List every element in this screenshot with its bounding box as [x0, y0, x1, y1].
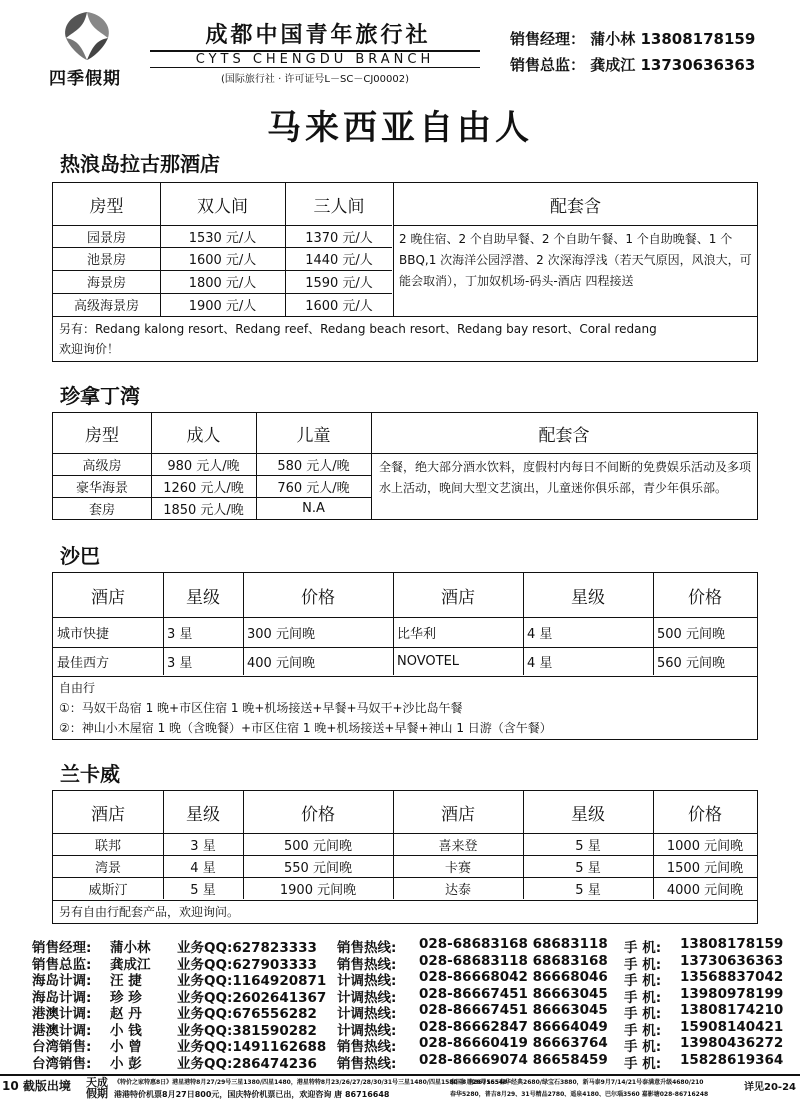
contact-role: 销售总监： — [510, 56, 586, 74]
table-cell: 1440 元/人 — [305, 253, 373, 268]
table-header: 房型 — [89, 196, 124, 217]
org-name-en: CYTS CHENGDU BRANCH — [150, 50, 480, 68]
table-cell: N.A — [302, 500, 325, 516]
staff-qq: 业务QQ:627823333 — [177, 940, 317, 956]
staff-name: 珍 珍 — [110, 989, 142, 1006]
staff-hotline-label: 销售热线: — [337, 1039, 397, 1055]
staff-hotline-label: 计调热线: — [337, 973, 397, 989]
table-cell: 980 元人/晚 — [167, 458, 240, 474]
staff-row — [32, 986, 792, 1004]
contact-manager — [510, 28, 800, 49]
table-cell: 500 元间晚 — [657, 626, 725, 642]
staff-role: 港澳计调: — [32, 1006, 92, 1022]
table-cell: 城市快捷 — [57, 626, 110, 642]
table-cell: 海景房 — [86, 276, 126, 291]
staff-hotline: 028-68683118 68683168 — [419, 952, 608, 969]
staff-mobile: 13730636363 — [680, 952, 784, 969]
langkawi-table — [52, 790, 758, 924]
staff-name: 赵 丹 — [110, 1006, 142, 1022]
table-cell: 1600 元/人 — [188, 253, 257, 268]
table-header: 价格 — [688, 587, 722, 608]
staff-mobile: 13808178159 — [680, 936, 784, 952]
brand-tag: 天成 — [86, 1076, 108, 1089]
staff-mobile-label: 手 机: — [624, 1039, 662, 1055]
table-cell: 5 星 — [575, 838, 601, 854]
contact-name: 龚成江 — [590, 56, 636, 74]
table-header: 房型 — [85, 425, 119, 446]
staff-role: 台湾销售: — [32, 1039, 92, 1055]
package-text: 2 晚住宿、2 个自助早餐、2 个自助午餐、1 个自助晚餐、1 个 BBQ,1 次海洋公园浮潜、2 次深海浮浅（若天气原因，风浪大，可能会取消），丁加奴机场-码头-酒店 四程接送 — [399, 232, 752, 288]
staff-hotline-label: 计调热线: — [337, 1006, 397, 1022]
table-cell: 园景房 — [86, 230, 126, 246]
staff-role: 港澳计调: — [32, 1022, 92, 1039]
table-cell: 1590 元/人 — [305, 276, 373, 291]
staff-row — [32, 953, 792, 971]
table-cell: 300 元间晚 — [247, 626, 315, 642]
sabah-table — [52, 572, 758, 740]
staff-mobile: 15908140421 — [680, 1018, 784, 1035]
staff-row — [32, 969, 792, 987]
table-header: 酒店 — [441, 804, 475, 825]
staff-row — [32, 1052, 792, 1070]
staff-qq: 业务QQ:627903333 — [177, 956, 317, 973]
table-header: 星级 — [571, 587, 605, 608]
logo-text: 四季假期 — [49, 69, 121, 89]
brand-tag: 假期 — [86, 1087, 108, 1100]
staff-qq: 业务QQ:381590282 — [177, 1022, 317, 1039]
table-header: 酒店 — [91, 804, 125, 825]
staff-qq: 业务QQ:1164920871 — [177, 973, 327, 989]
staff-hotline-label: 销售热线: — [337, 956, 397, 973]
contact-director — [510, 54, 800, 75]
table-cell: 豪华海景 — [75, 480, 128, 496]
section-title-pangkor: 珍拿丁湾 — [60, 384, 140, 408]
table-header: 三人间 — [313, 196, 365, 217]
table-header: 星级 — [571, 804, 605, 825]
table-cell: 1500 元间晚 — [666, 860, 744, 876]
staff-hotline-label: 计调热线: — [337, 989, 397, 1006]
page-section-label: 10 截版出境 — [2, 1079, 71, 1093]
table-header: 酒店 — [91, 587, 125, 608]
table-cell: 3 星 — [190, 838, 216, 854]
table-cell: 5 星 — [575, 860, 601, 876]
staff-mobile: 13980436272 — [680, 1035, 784, 1051]
table-header: 儿童 — [296, 425, 331, 446]
table-cell: 550 元间晚 — [284, 860, 352, 876]
staff-role: 销售经理: — [32, 940, 92, 956]
table-cell: 4 星 — [527, 656, 553, 671]
staff-qq: 业务QQ:2602641367 — [177, 989, 327, 1006]
staff-mobile-label: 手 机: — [624, 973, 662, 989]
promo-text: 泰国8月28号555春华经典2680/绿宝石3880，新马泰9月7/14/21号泰满意升级4680/210 — [450, 1079, 704, 1086]
table-cell: 760 元人/晚 — [277, 480, 350, 496]
table-cell: 1600 元/人 — [305, 299, 373, 314]
table-cell: 1800 元/人 — [188, 276, 257, 291]
page-title: 马来西亚自由人 — [267, 108, 533, 148]
table-cell: 5 星 — [575, 883, 601, 898]
note-text: 自由行 — [59, 681, 96, 695]
table-cell: 4 星 — [527, 626, 553, 642]
staff-hotline-label: 销售热线: — [337, 940, 397, 956]
logo-icon — [52, 8, 122, 64]
table-cell: 威斯汀 — [88, 883, 128, 898]
table-cell: 套房 — [88, 502, 115, 518]
staff-list — [0, 936, 800, 1070]
staff-mobile: 13808174210 — [680, 1002, 784, 1018]
table-cell: 4000 元间晚 — [666, 883, 744, 898]
staff-name: 小 彭 — [110, 1055, 142, 1072]
table-cell: 喜来登 — [438, 838, 478, 854]
staff-name: 蒲小林 — [110, 940, 151, 956]
staff-hotline-label: 销售热线: — [337, 1055, 397, 1072]
table-cell: 1260 元人/晚 — [163, 480, 244, 496]
staff-role: 海岛计调: — [32, 973, 92, 989]
contact-role: 销售经理： — [510, 30, 586, 48]
table-header: 成人 — [186, 425, 221, 446]
staff-name: 小 曾 — [110, 1039, 142, 1055]
note-text: 另有自由行配套产品，欢迎询问。 — [59, 905, 240, 919]
contact-phone: 13808178159 — [640, 30, 756, 48]
staff-mobile: 13980978199 — [680, 985, 784, 1002]
staff-mobile-label: 手 机: — [624, 1006, 662, 1022]
staff-qq: 业务QQ:676556282 — [177, 1006, 317, 1022]
contact-phone: 13730636363 — [640, 56, 756, 74]
staff-name: 小 钱 — [110, 1022, 142, 1039]
table-cell: 4 星 — [190, 860, 216, 876]
table-header: 价格 — [301, 804, 335, 825]
note-text: 另有：Redang kalong resort、Redang reef、Redang beach resort、Redang bay resort、Coral redang — [59, 322, 657, 336]
note-text: 欢迎询价！ — [59, 342, 120, 356]
staff-hotline: 028-86667451 86663045 — [419, 985, 608, 1002]
table-cell: 560 元间晚 — [657, 656, 725, 671]
section-title-redang: 热浪岛拉古那酒店 — [60, 152, 220, 176]
staff-hotline: 028-86660419 86663764 — [419, 1035, 608, 1051]
table-cell: 400 元间晚 — [247, 656, 315, 671]
staff-qq: 业务QQ:1491162688 — [177, 1039, 327, 1055]
table-cell: 1530 元/人 — [188, 230, 257, 246]
contact-name: 蒲小林 — [590, 30, 636, 48]
table-header: 配套含 — [538, 425, 590, 446]
table-header: 双人间 — [197, 196, 248, 217]
staff-role: 销售总监: — [32, 956, 92, 973]
staff-hotline: 028-86669074 86658459 — [419, 1051, 608, 1068]
section-title-sabah: 沙巴 — [60, 544, 100, 568]
staff-hotline: 028-86668042 86668046 — [419, 969, 608, 985]
section-title-langkawi: 兰卡威 — [60, 762, 120, 786]
table-header: 配套含 — [550, 196, 601, 217]
table-cell: 580 元人/晚 — [277, 458, 350, 474]
table-cell: NOVOTEL — [397, 654, 460, 669]
table-cell: 高级房 — [82, 458, 122, 474]
table-cell: 高级海景房 — [73, 299, 139, 314]
staff-row — [32, 1002, 792, 1020]
staff-row — [32, 1019, 792, 1037]
table-cell: 1370 元/人 — [305, 230, 373, 246]
staff-role: 台湾销售: — [32, 1055, 92, 1072]
table-cell: 联邦 — [94, 838, 121, 854]
staff-mobile-label: 手 机: — [624, 956, 662, 973]
table-header: 星级 — [186, 804, 220, 825]
table-cell: 池景房 — [86, 253, 126, 268]
promo-text: 港港特价机票8月27日800元，国庆特价机票已出，欢迎咨询 唐 86716648 — [114, 1090, 390, 1099]
table-cell: 5 星 — [190, 883, 216, 898]
see-pages-label: 详见20-24 — [744, 1082, 796, 1093]
pangkor-table — [52, 412, 758, 520]
staff-hotline: 028-86667451 86663045 — [419, 1002, 608, 1018]
staff-hotline: 028-68683168 68683118 — [419, 936, 608, 952]
table-cell: 500 元间晚 — [284, 838, 352, 854]
table-cell: 1900 元间晚 — [279, 883, 357, 898]
staff-qq: 业务QQ:286474236 — [177, 1055, 317, 1072]
table-cell: 湾景 — [94, 860, 121, 876]
table-header: 价格 — [301, 587, 335, 608]
note-text: ②：神山小木屋宿 1 晚（含晚餐）+市区住宿 1 晚+机场接送+早餐+神山 1 日游（含午餐） — [59, 721, 552, 735]
staff-hotline: 028-86662847 86664049 — [419, 1018, 608, 1035]
package-text: 全餐，绝大部分酒水饮料，度假村内每日不间断的免费娱乐活动及多项水上活动，晚间大型文艺演出，儿童迷你俱乐部，青少年俱乐部。 — [379, 460, 752, 495]
table-cell: 达泰 — [444, 883, 471, 898]
license-text: (国际旅行社 · 许可证号L－SC－CJ00002) — [221, 74, 409, 85]
table-cell: 比华利 — [397, 626, 437, 642]
table-header: 星级 — [186, 587, 220, 608]
staff-mobile: 15828619364 — [680, 1051, 784, 1068]
redang-table — [52, 182, 758, 362]
table-cell: 3 星 — [167, 626, 193, 642]
staff-mobile-label: 手 机: — [624, 1055, 662, 1072]
table-cell: 3 星 — [167, 656, 193, 671]
staff-row — [32, 1035, 792, 1053]
table-cell: 最佳西方 — [57, 656, 110, 671]
table-cell: 1900 元/人 — [188, 299, 257, 314]
table-header: 价格 — [688, 804, 722, 825]
table-cell: 1000 元间晚 — [666, 838, 744, 854]
promo-text: 春华5280，普吉8月29、31号精品2780、遥泉4180、巴尔瑙3560 嘉影塘028-86716248 — [450, 1091, 709, 1098]
staff-name: 汪 捷 — [110, 973, 142, 989]
staff-role: 海岛计调: — [32, 989, 92, 1006]
promo-text: 《特价之家特惠8日》港星港特8月27/29号三星1380/四星1480，港星特特8月23/26/27/28/30/31号三星1480/四星1580 丰 唐86716548 — [114, 1079, 508, 1086]
staff-mobile-label: 手 机: — [624, 1022, 662, 1039]
staff-mobile: 13568837042 — [680, 969, 784, 985]
table-cell: 卡赛 — [444, 860, 471, 876]
staff-name: 龚成江 — [110, 956, 151, 973]
staff-mobile-label: 手 机: — [624, 989, 662, 1006]
staff-row — [32, 936, 792, 954]
org-name-cn: 成都中国青年旅行社 — [205, 23, 431, 48]
note-text: ①：马奴干岛宿 1 晚+市区住宿 1 晚+机场接送+早餐+马奴干+沙比岛午餐 — [59, 701, 463, 715]
staff-mobile-label: 手 机: — [624, 940, 662, 956]
bottom-bar — [0, 1074, 800, 1102]
table-header: 酒店 — [441, 587, 475, 608]
table-cell: 1850 元人/晚 — [163, 502, 244, 518]
staff-hotline-label: 计调热线: — [337, 1022, 397, 1039]
